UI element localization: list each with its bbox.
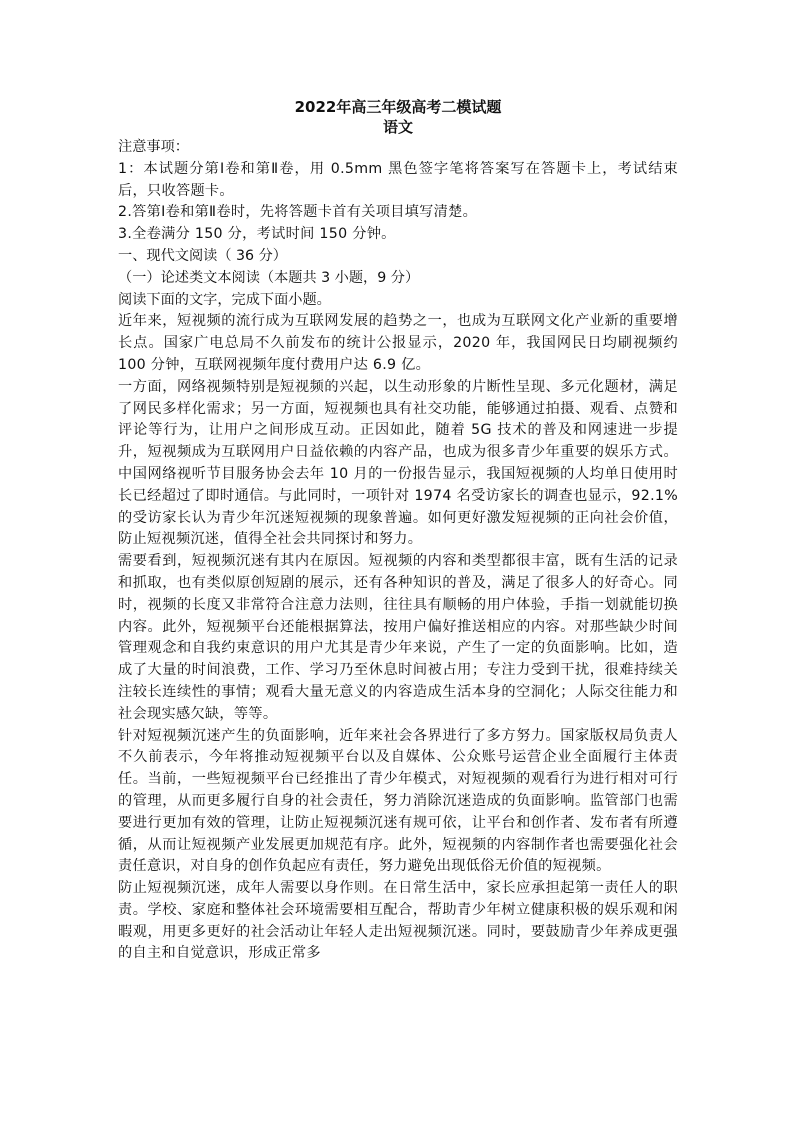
- exam-title: 2022年高三年级高考二模试题: [294, 98, 502, 116]
- section-subheading: （一）论述类文本阅读（本题共 3 小题，9 分）: [118, 269, 420, 286]
- exam-page: [118, 98, 678, 965]
- passage-paragraph: 针对短视频沉迷产生的负面影响，近年来社会各界进行了多方努力。国家版权局负责人不久前表示，今年将推动短视频平台以及自媒体、公众账号运营企业全面履行主体责任。当前，一些短视频平台已经推出了青少年模式，对短视频的观看行为进行相对可行的管理，从而更多履行自身的社会责任，努力消除沉迷造成的负面影响。监管部门也需要进行更加有效的管理，让防止短视频沉迷有规可依，让平台和创作者、发布者有所遵循，从而让短视频产业发展更加规范有序。此外，短视频的内容制作者也需要强化社会责任意识，对自身的创作负起应有责任，努力避免出现低俗无价值的短视频。: [118, 727, 678, 875]
- note-item-3: 3.全卷满分 150 分，考试时间 150 分钟。: [118, 226, 396, 243]
- subject-title: 语文: [382, 118, 413, 136]
- passage-paragraph: 防止短视频沉迷，成年人需要以身作则。在日常生活中，家长应承担起第一责任人的职责。学校、家庭和整体社会环境需要相互配合，帮助青少年树立健康积极的娱乐观和闲暇观，用更多更好的社会活动让年轻人走出短视频沉迷。同时，要鼓励青少年养成更强的自主和自觉意识，形成正常多: [118, 880, 678, 962]
- passage-paragraph: 需要看到，短视频沉迷有其内在原因。短视频的内容和类型都很丰富，既有生活的记录和抓取，也有类似原创短剧的展示，还有各种知识的普及，满足了很多人的好奇心。同时，视频的长度又非常符合注意力法则，往往具有顺畅的用户体验，手指一划就能切换内容。此外，短视频平台还能根据算法，按用户偏好推送相应的内容。对那些缺少时间管理观念和自我约束意识的用户尤其是青少年来说，产生了一定的负面影响。比如，造成了大量的时间浪费，工作、学习乃至休息时间被占用；专注力受到干扰，很难持续关注较长连续性的事情；观看大量无意义的内容造成生活本身的空洞化；人际交往能力和社会现实感欠缺，等等。: [118, 553, 678, 722]
- note-item-1: 1：本试题分第Ⅰ卷和第Ⅱ卷，用 0.5mm 黑色签字笔将答案写在答题卡上，考试结束后，只收答题卡。: [118, 160, 678, 199]
- note-item-2: 2.答第Ⅰ卷和第Ⅱ卷时，先将答题卡首有关项目填写清楚。: [118, 204, 478, 221]
- passage-paragraph: 一方面，网络视频特别是短视频的兴起，以生动形象的片断性呈现、多元化题材，满足了网民多样化需求；另一方面，短视频也具有社交功能，能够通过拍摄、观看、点赞和评论等行为，让用户之间形成互动。正因如此，随着 5G 技术的普及和网速进一步提升，短视频成为互联网用户日益依赖的内容产品，也成为很多青少年重要的娱乐方式。中国网络视听节目服务协会去年 10 月的一份报告显示，我国短视频的人均单日使用时长已经超过了即时通信。与此同时，一项针对 1974 名受访家长的调查也显示，92.1%的受访家长认为青少年沉迷短视频的现象普遍。如何更好激发短视频的正向社会价值，防止短视频沉迷，值得全社会共同探讨和努力。: [118, 378, 678, 548]
- passage-paragraph: 近年来，短视频的流行成为互联网发展的趋势之一，也成为互联网文化产业新的重要增长点。国家广电总局不久前发布的统计公报显示，2020 年，我国网民日均刷视频约 100 分钟，互联网视频年度付费用户达 6.9 亿。: [118, 313, 678, 373]
- section-instruction: 阅读下面的文字，完成下面小题。: [118, 291, 331, 308]
- section-heading: 一、现代文阅读（ 36 分）: [118, 247, 287, 264]
- notes-heading: 注意事项：: [118, 139, 189, 155]
